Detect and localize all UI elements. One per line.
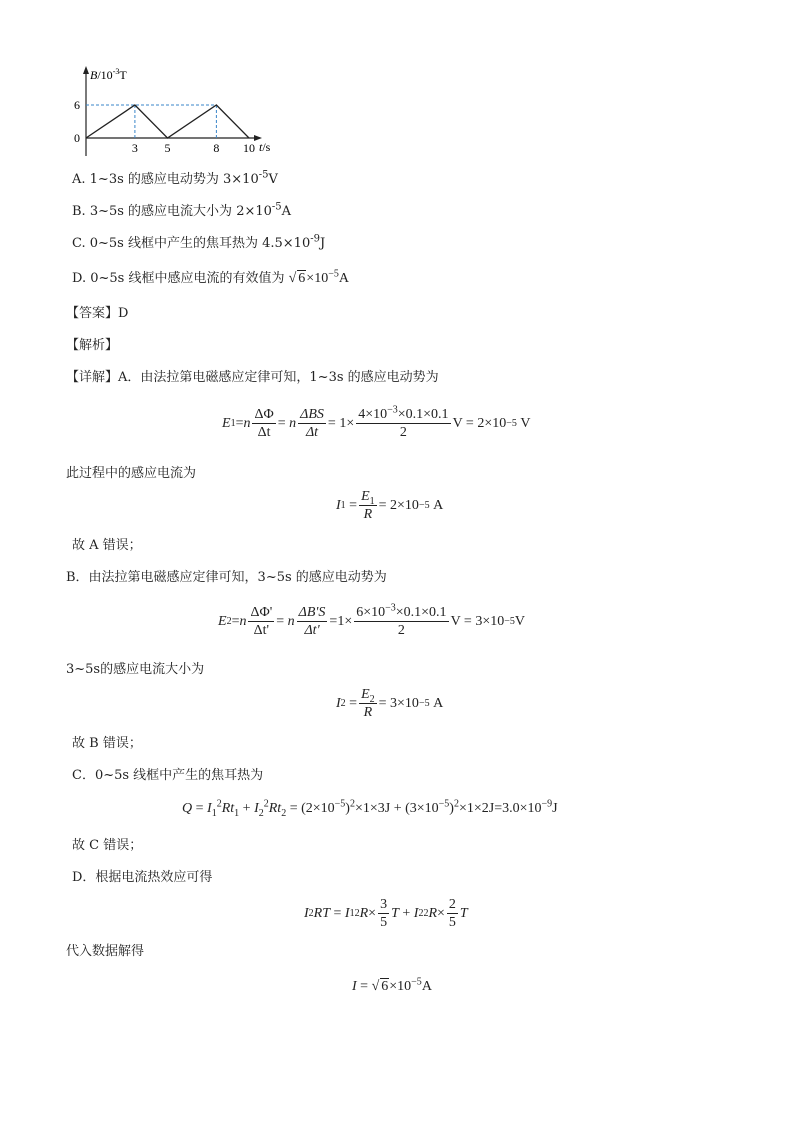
equation-i1: I 1 = $\frac{E_1}{R}$ = 2×10 −5 A [336, 489, 444, 522]
x-tick-label: 3 [131, 141, 138, 155]
y-tick-label: 0 [74, 131, 80, 145]
equation-final: I = √ $6\times 10^{-5}A$ [352, 976, 432, 994]
detail-b-conclusion: 故 B 错误； [72, 736, 142, 751]
equation-heat: I 2 RT = I 1 2 R × $\frac{3}{5}$ T + I 2 2 R × $\frac{2}{5}$ T [304, 897, 468, 930]
detail-b-current-intro: 3~5s的感应电流大小为 [66, 662, 205, 677]
b-series-line [86, 105, 249, 138]
x-tick-label: 5 [164, 141, 171, 155]
equation-i2: I 2 = $\frac{E_2}{R}$ = 3×10 −5 A [336, 687, 444, 720]
y-axis-arrow [83, 66, 89, 74]
detail-a-conclusion: 故 A 错误； [72, 538, 142, 553]
analysis-label: 【解析】 [66, 338, 119, 353]
detail-c-intro: C．0~5s 线框中产生的焦耳热为 [72, 768, 264, 783]
equation-e1: E 1 = n $\frac{\Delta\Phi}{\Delta t}$ = n $\frac{\text{ΔBS}}{\Delta t}$ = 1× $\frac{4\times 10^{-3}\times 0.1\times 0.1}{2}$ V = 2×10 −5 V [222, 404, 531, 440]
option-a: A. 1~3s 的感应电动势为 $3\times 10^{-5}V$ [72, 169, 278, 187]
detail-d-sub-intro: 代入数据解得 [66, 944, 145, 959]
equation-e2: E 2 = n $\frac{\Delta\Phi'}{\Delta t'}$ = n $\frac{\Delta B'S}{\Delta t'}$ = 1× $\frac{6\times 10^{-3}\times 0.1\times 0.1}{2}$ V = 3×10 −5 V [218, 602, 525, 638]
option-d: D. 0~5s 线框中感应电流的有效值为 √ $6\times 10^{-5}A$ [72, 268, 349, 286]
x-axis-label: t/s [259, 140, 271, 154]
detail-b-intro: B．由法拉第电磁感应定律可知，3~5s 的感应电动势为 [66, 570, 387, 585]
detail-c-conclusion: 故 C 错误； [72, 838, 143, 853]
answer-value: D [118, 306, 129, 321]
y-tick-label: 6 [74, 98, 80, 112]
answer-label: 【答案】 [66, 306, 119, 321]
option-b: B. 3~5s 的感应电流大小为 $2\times 10^{-5}A$ [72, 201, 292, 219]
option-c: C. 0~5s 线框中产生的焦耳热为 $4.5\times 10^{-9}J$ [72, 233, 326, 251]
y-axis-label: $B/10^{-3}T$ [90, 67, 127, 82]
detail-d-intro: D．根据电流热效应可得 [72, 870, 213, 885]
equation-q: $Q = I_1^2Rt_1 + I_2^2Rt_2 = (2\times 10^{-5})^2\times 1\times 3J + (3\times 10^{-5})^2\times 1\times 2J=3.0\times 10^{-9}J$ [182, 798, 558, 819]
b-t-graph [60, 62, 290, 162]
detail-a-current-intro: 此过程中的感应电流为 [66, 466, 197, 481]
x-tick-label: 8 [213, 141, 220, 155]
detail-a-intro: 【详解】A．由法拉第电磁感应定律可知，1~3s 的感应电动势为 [66, 370, 439, 385]
x-tick-label: 10 [243, 141, 255, 155]
answer-line [66, 306, 128, 322]
